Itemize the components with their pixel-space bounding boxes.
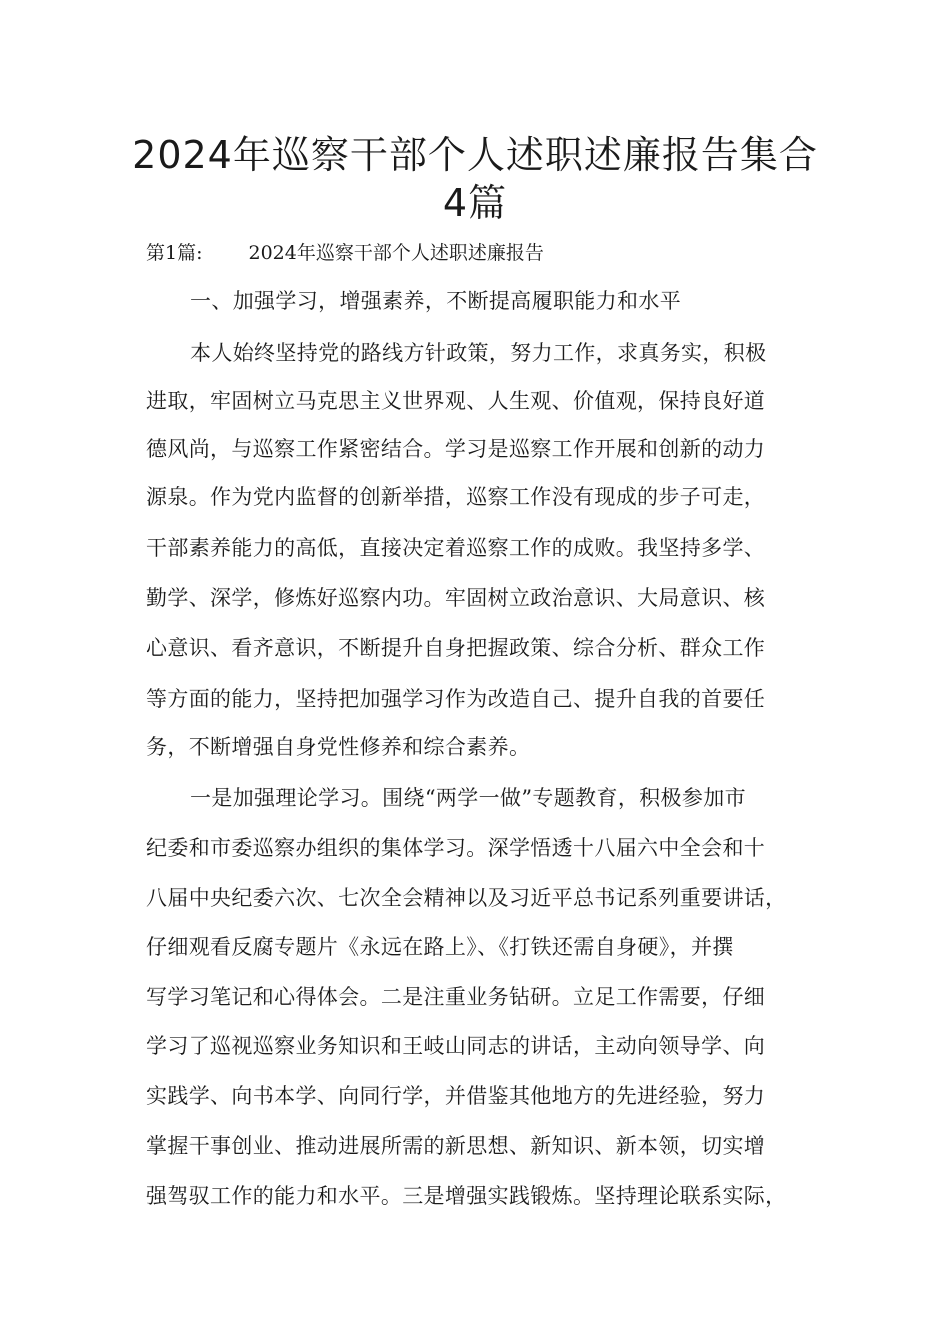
paragraph-line: 干部素养能力的高低，直接决定着巡察工作的成败。我坚持多学、 <box>146 536 766 560</box>
paragraph-line: 心意识、看齐意识，不断提升自身把握政策、综合分析、群众工作 <box>146 636 766 660</box>
paragraph-line: 进取，牢固树立马克思主义世界观、人生观、价值观，保持良好道 <box>146 389 766 413</box>
chapter-name: 2024年巡察干部个人述职述廉报告 <box>248 242 544 264</box>
paragraph-line: 强驾驭工作的能力和水平。三是增强实践锻炼。坚持理论联系实际， <box>146 1184 787 1208</box>
document-title: 2024年巡察干部个人述职述廉报告集合 <box>132 133 818 177</box>
section-heading: 一、加强学习，增强素养，不断提高履职能力和水平 <box>190 289 682 313</box>
paragraph-line: 德风尚，与巡察工作紧密结合。学习是巡察工作开展和创新的动力 <box>146 437 766 461</box>
chapter-label: 第1篇: <box>146 242 203 264</box>
paragraph-line: 八届中央纪委六次、七次全会精神以及习近平总书记系列重要讲话， <box>146 886 787 910</box>
paragraph-line: 掌握干事创业、推动进展所需的新思想、新知识、新本领，切实增 <box>146 1134 766 1158</box>
paragraph-line: 学习了巡视巡察业务知识和王岐山同志的讲话，主动向领导学、向 <box>146 1034 766 1058</box>
paragraph-line: 勤学、深学，修炼好巡察内功。牢固树立政治意识、大局意识、核 <box>146 586 766 610</box>
paragraph-line: 一是加强理论学习。围绕“两学一做”专题教育，积极参加市 <box>190 786 746 810</box>
paragraph-line: 实践学、向书本学、向同行学，并借鉴其他地方的先进经验，努力 <box>146 1084 766 1108</box>
paragraph-line: 纪委和市委巡察办组织的集体学习。深学悟透十八届六中全会和十 <box>146 836 766 860</box>
chapter-line <box>146 240 826 266</box>
paragraph-line: 等方面的能力，坚持把加强学习作为改造自己、提升自我的首要任 <box>146 687 766 711</box>
paragraph-line: 源泉。作为党内监督的创新举措，巡察工作没有现成的步子可走， <box>146 485 766 509</box>
paragraph-line: 写学习笔记和心得体会。二是注重业务钻研。立足工作需要，仔细 <box>146 985 766 1009</box>
paragraph-line: 仔细观看反腐专题片《永远在路上》、《打铁还需自身硬》，并撰 <box>146 935 734 959</box>
paragraph-line: 务，不断增强自身党性修养和综合素养。 <box>146 735 531 759</box>
paragraph-line: 本人始终坚持党的路线方针政策，努力工作，求真务实，积极 <box>190 341 767 365</box>
document-title-continued: 4篇 <box>442 181 508 225</box>
